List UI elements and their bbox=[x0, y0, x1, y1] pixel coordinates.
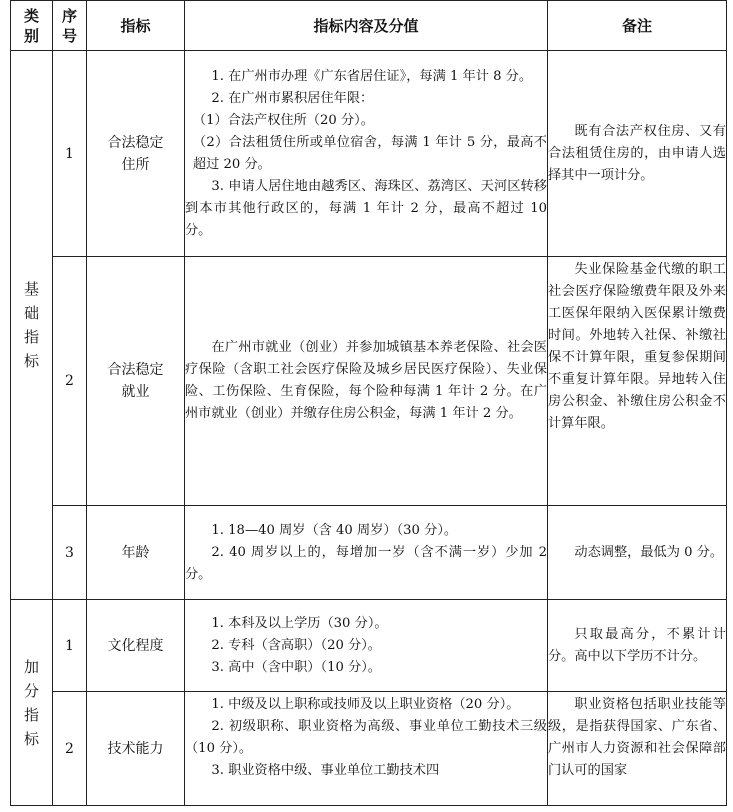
row-seq: 1 bbox=[53, 600, 87, 692]
content-line: 3. 申请人居住地由越秀区、海珠区、荔湾区、天河区转移到本市其他行政区的，每满 1 年计 2 分，最高不超过 10 分。 bbox=[185, 178, 547, 238]
row-note: 只取最高分，不累计计分。高中以下学历不计分。 bbox=[548, 600, 727, 692]
category-char: 指 bbox=[23, 705, 39, 724]
category-char: 分 bbox=[23, 681, 39, 700]
row-content bbox=[185, 506, 548, 600]
content-line: 在广州市就业（创业）并参加城镇基本养老保险、社会医疗保险（含职工社会医疗保险及城乡居民医疗保险）、失业保险、工伤保险、生育保险，每个险种每满 1 年计 2 分。在广州市就业（创业）并缴存住房公积金，每满 1 年计 2 分。 bbox=[185, 340, 547, 421]
header-seq-char: 号 bbox=[61, 26, 77, 45]
content-line: 1. 在广州市办理《广东省居住证》，每满 1 年计 8 分。 bbox=[211, 68, 533, 84]
content-line: 3. 高中（含中职）（10 分）。 bbox=[211, 659, 381, 675]
indicator-line: 就业 bbox=[121, 384, 150, 400]
header-indicator: 指标 bbox=[87, 1, 185, 51]
content-line: 2. 40 周岁以上的，每增加一岁（含不满一岁）少加 2 分。 bbox=[185, 544, 547, 582]
row-content bbox=[185, 600, 548, 692]
category-char: 础 bbox=[23, 304, 39, 322]
row-indicator bbox=[87, 257, 185, 506]
header-category bbox=[11, 1, 53, 51]
row-content bbox=[185, 257, 548, 506]
row-note: 动态调整，最低为 0 分。 bbox=[548, 506, 727, 600]
row-note: 失业保险基金代缴的职工社会医疗保险缴费年限及外来工医保年限纳入医保累计缴费时间。外地转入社保、补缴社保不计算年限，重复参保期间不重复计算年限。异地转入住房公积金、补缴住房公积金不计算年限。 bbox=[548, 257, 727, 506]
header-seq-char: 序 bbox=[61, 6, 77, 25]
indicator-line: 年龄 bbox=[121, 544, 150, 561]
content-line: 2. 在广州市累积居住年限： bbox=[211, 90, 374, 106]
table-row bbox=[11, 506, 727, 600]
table-row bbox=[11, 692, 727, 806]
indicator-line: 住所 bbox=[121, 156, 150, 173]
indicator-line: 合法稳定 bbox=[107, 362, 164, 378]
table-row bbox=[11, 257, 727, 506]
header-seq bbox=[53, 1, 87, 51]
table-row bbox=[11, 51, 727, 257]
category-char: 标 bbox=[23, 729, 39, 748]
content-line: 1. 中级及以上职称或技师及以上职业资格（20 分）。 bbox=[211, 697, 520, 712]
row-seq: 2 bbox=[53, 692, 87, 806]
header-notes: 备注 bbox=[548, 1, 727, 51]
content-line: 1. 18—40 周岁（含 40 周岁）（30 分）。 bbox=[211, 522, 458, 538]
content-line: 1. 本科及以上学历（30 分）。 bbox=[211, 615, 388, 631]
row-seq: 1 bbox=[53, 51, 87, 257]
row-seq: 2 bbox=[53, 257, 87, 506]
content-line: 2. 专科（含高职）（20 分）。 bbox=[211, 637, 381, 653]
header-row bbox=[11, 1, 727, 51]
content-line: （1）合法产权住所（20 分）。 bbox=[192, 112, 374, 128]
indicator-line: 合法稳定 bbox=[107, 134, 164, 151]
category-char: 加 bbox=[23, 657, 39, 676]
row-content bbox=[185, 51, 548, 257]
category-char: 标 bbox=[23, 352, 39, 370]
row-indicator bbox=[87, 506, 185, 600]
row-note: 既有合法产权住房、又有合法租赁住房的，由申请人选择其中一项计分。 bbox=[548, 51, 727, 257]
category-bonus bbox=[11, 600, 53, 806]
indicator-line: 技术能力 bbox=[107, 740, 164, 757]
row-seq: 3 bbox=[53, 506, 87, 600]
content-line: （2）合法租赁住所或单位宿舍，每满 1 年计 5 分，最高不超过 20 分。 bbox=[192, 134, 547, 172]
row-indicator bbox=[87, 600, 185, 692]
header-category-char: 别 bbox=[23, 26, 39, 45]
content-line: 3. 职业资格中级、事业单位工勤技术四 bbox=[211, 763, 440, 778]
content-line: 2. 初级职称、职业资格为高级、事业单位工勤技术三级（10 分）。 bbox=[185, 719, 547, 756]
row-content bbox=[185, 692, 548, 806]
header-content: 指标内容及分值 bbox=[185, 1, 548, 51]
table-row bbox=[11, 600, 727, 692]
row-indicator bbox=[87, 51, 185, 257]
row-indicator bbox=[87, 692, 185, 806]
indicator-line: 文化程度 bbox=[107, 637, 164, 654]
row-note: 职业资格包括职业技能等级，是指获得国家、广东省、广州市人力资源和社会保障部门认可的国家 bbox=[548, 692, 727, 806]
category-char: 指 bbox=[23, 328, 39, 346]
points-table bbox=[10, 0, 727, 806]
category-basic bbox=[11, 51, 53, 600]
category-char: 基 bbox=[23, 280, 39, 298]
header-category-char: 类 bbox=[23, 6, 39, 25]
